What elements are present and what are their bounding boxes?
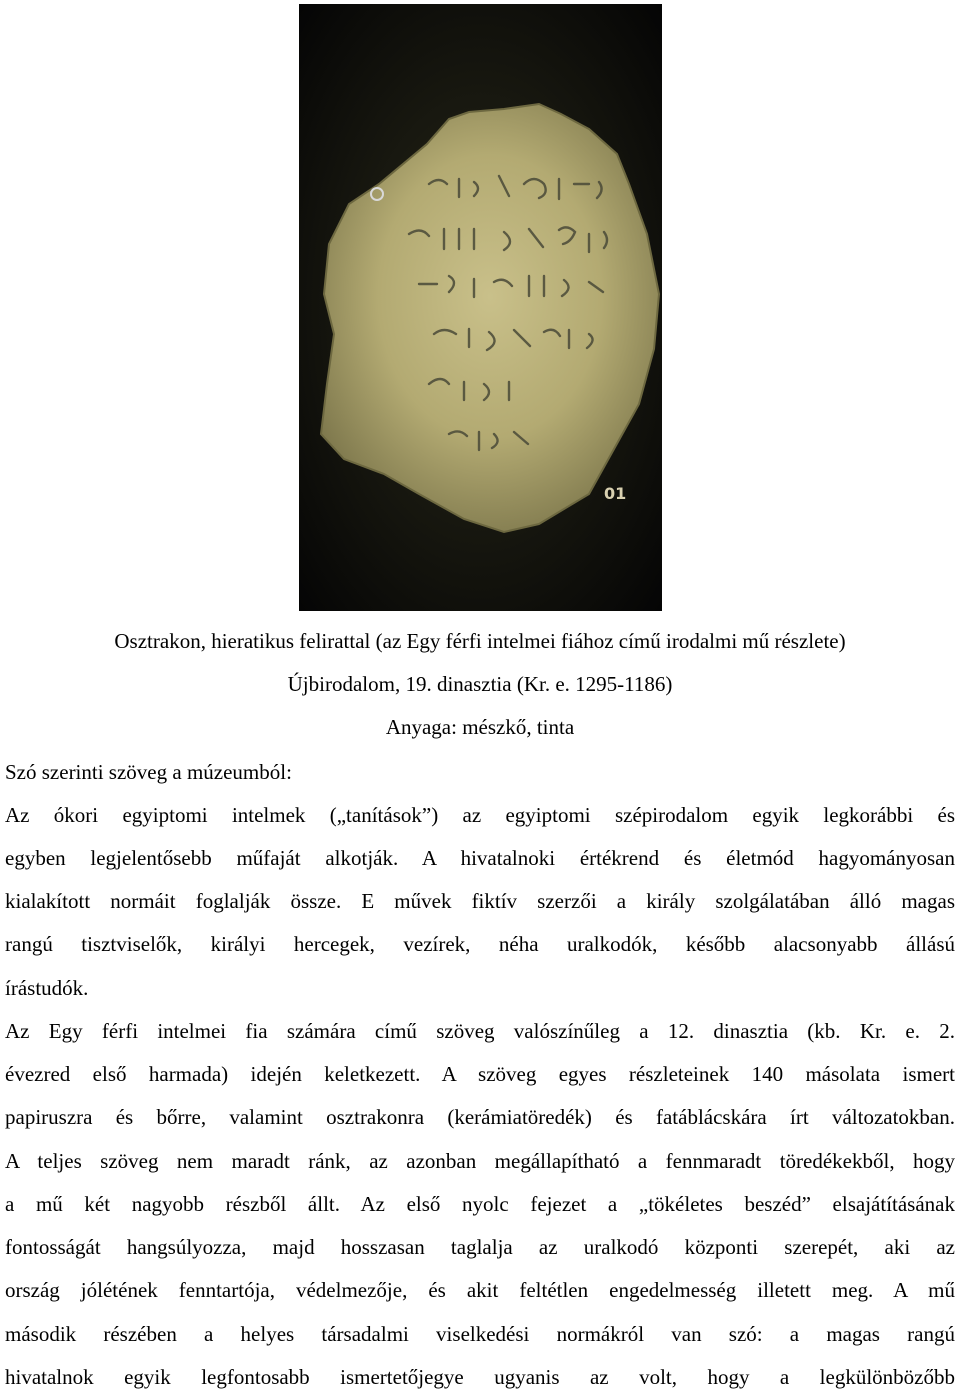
ostracon-photo (299, 4, 662, 611)
paragraph-line: hivatalnok egyik legfontosabb ismertetőjegye ugyanis az volt, hogy a legkülönbözőbb (5, 1365, 955, 1389)
paragraph-line: A teljes szöveg nem maradt ránk, az azonban megállapítható a fennmaradt töredékekből, hogy (5, 1149, 955, 1173)
paragraph-line: rangú tisztviselők, királyi hercegek, vezírek, néha uralkodók, később alacsonyabb állású (5, 932, 955, 956)
paragraph-line: Az ókori egyiptomi intelmek („tanítások”) az egyiptomi szépirodalom egyik legkorábbi és (5, 803, 955, 827)
caption-period: Újbirodalom, 19. dinasztia (Kr. e. 1295-1186) (287, 672, 673, 696)
caption-material: Anyaga: mészkő, tinta (385, 715, 575, 739)
paragraph-line: Az Egy férfi intelmei fia számára című szöveg valószínűleg a 12. dinasztia (kb. Kr. e. 2. (5, 1019, 955, 1043)
photo-number-label: 01 (604, 484, 627, 503)
paragraph-line: fontosságát hangsúlyozza, majd hosszasan taglalja az uralkodó központi szerepét, aki az (5, 1235, 955, 1259)
ostracon-image (299, 4, 662, 611)
paragraph-line: írástudók. (5, 976, 89, 1000)
paragraph-line: második részében a helyes társadalmi viselkedési normákról van szó: a magas rangú (5, 1322, 955, 1346)
paragraph-line: a mű két nagyobb részből állt. Az első nyolc fejezet a „tökéletes beszéd” elsajátításának (5, 1192, 955, 1216)
caption-title: Osztrakon, hieratikus felirattal (az Egy férfi intelmei fiához című irodalmi mű részlete) (114, 629, 846, 653)
paragraph-line: papiruszra és bőrre, valamint osztrakonra (kerámiatöredék) és fatáblácskára írt változatokban. (5, 1105, 955, 1129)
paragraph-line: kialakított normáit foglalják össze. E művek fiktív szerzői a király szolgálatában álló magas (5, 889, 955, 913)
intro-text: Szó szerinti szöveg a múzeumból: (5, 760, 292, 784)
paragraph-line: évezred első harmada) idején keletkezett. A szöveg egyes részleteinek 140 másolata ismert (5, 1062, 955, 1086)
paragraph-line: egyben legjelentősebb műfaját alkotják. A hivatalnoki értékrend és életmód hagyományosan (5, 846, 955, 870)
paragraph-line: ország jólétének fenntartója, védelmezője, és akit feltétlen engedelmesség illetett meg. A mű (5, 1278, 955, 1302)
